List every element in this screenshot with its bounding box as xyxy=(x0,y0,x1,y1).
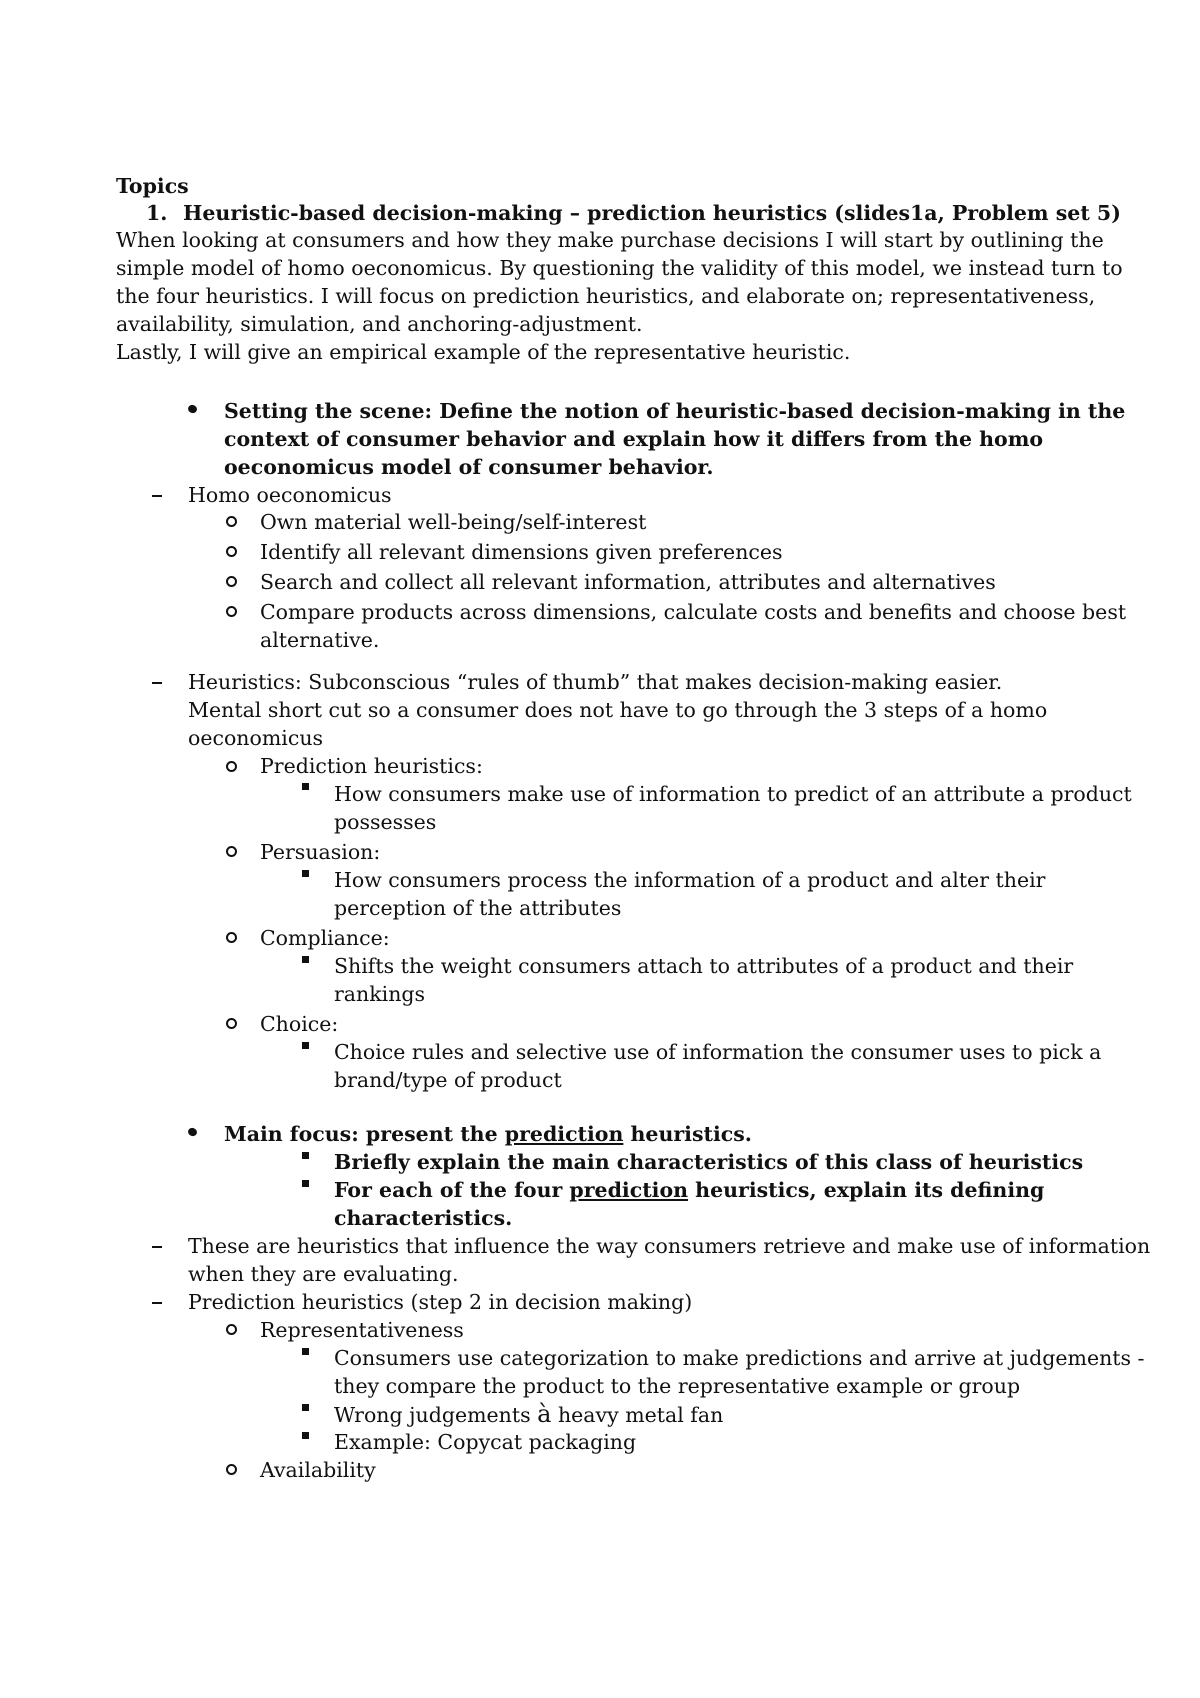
repr-sub: they compare the product to the representative example or group xyxy=(334,1374,1021,1398)
square-bullet-icon xyxy=(302,783,309,790)
intro-line: availability, simulation, and anchoring-adjustment. xyxy=(116,312,643,336)
prediction-label: Prediction heuristics: xyxy=(260,754,483,778)
homo-label: Homo oeconomicus xyxy=(188,483,392,507)
square-bullet-icon xyxy=(302,1404,309,1411)
arrow-glyph: à xyxy=(537,1400,552,1428)
avail-label: Availability xyxy=(260,1458,376,1482)
main-focus-post: heuristics. xyxy=(623,1122,752,1146)
these-line: when they are evaluating. xyxy=(188,1262,459,1286)
bullet-dot-icon xyxy=(187,404,198,415)
dash-bullet-icon xyxy=(152,682,162,684)
main-focus-sub2 xyxy=(334,1176,1044,1204)
these-line: These are heuristics that influence the way consumers retrieve and make use of information xyxy=(188,1234,1151,1258)
circle-bullet-icon xyxy=(226,932,237,943)
square-bullet-icon xyxy=(302,1042,309,1049)
choice-label: Choice: xyxy=(260,1012,339,1036)
persuasion-label: Persuasion: xyxy=(260,840,381,864)
main-focus-sub2-underlined: prediction xyxy=(569,1178,689,1202)
circle-bullet-icon xyxy=(226,1464,237,1475)
main-focus-sub2-post: heuristics, explain its defining xyxy=(688,1178,1045,1202)
square-bullet-icon xyxy=(302,1180,309,1187)
circle-bullet-icon xyxy=(226,846,237,857)
square-bullet-icon xyxy=(302,1348,309,1355)
circle-bullet-icon xyxy=(226,761,237,772)
choice-sub: Choice rules and selective use of information the consumer uses to pick a xyxy=(334,1040,1102,1064)
persuasion-sub: perception of the attributes xyxy=(334,896,622,920)
prediction-sub: possesses xyxy=(334,810,437,834)
circle-bullet-icon xyxy=(226,1324,237,1335)
main-focus-underlined: prediction xyxy=(504,1122,624,1146)
square-bullet-icon xyxy=(302,1432,309,1439)
section-heading: Heuristic-based decision-making – prediction heuristics (slides1a, Problem set 5) xyxy=(183,201,1121,225)
scene-line: oeconomicus model of consumer behavior. xyxy=(224,455,714,479)
main-focus-line xyxy=(224,1120,752,1148)
circle-bullet-icon xyxy=(226,606,237,617)
repr-sub2-pre: Wrong judgements xyxy=(334,1403,538,1427)
square-bullet-icon xyxy=(302,1152,309,1159)
repr-label: Representativeness xyxy=(260,1318,464,1342)
dash-bullet-icon xyxy=(152,1246,162,1248)
square-bullet-icon xyxy=(302,956,309,963)
choice-sub: brand/type of product xyxy=(334,1068,562,1092)
repr-sub: Consumers use categorization to make predictions and arrive at judgements - xyxy=(334,1346,1145,1370)
dash-bullet-icon xyxy=(152,495,162,497)
repr-sub2-post: heavy metal fan xyxy=(551,1403,724,1427)
homo-item: Identify all relevant dimensions given preferences xyxy=(260,540,783,564)
pred-step-label: Prediction heuristics (step 2 in decision making) xyxy=(188,1290,693,1314)
scene-line: context of consumer behavior and explain how it differs from the homo xyxy=(224,427,1044,451)
intro-line: the four heuristics. I will focus on prediction heuristics, and elaborate on; representativeness, xyxy=(116,284,1096,308)
main-focus-pre: Main focus: present the xyxy=(224,1122,505,1146)
homo-item-cont: alternative. xyxy=(260,628,380,652)
persuasion-sub: How consumers process the information of a product and alter their xyxy=(334,868,1046,892)
main-focus-sub2-pre: For each of the four xyxy=(334,1178,570,1202)
bullet-dot-icon xyxy=(187,1127,198,1138)
circle-bullet-icon xyxy=(226,516,237,527)
circle-bullet-icon xyxy=(226,576,237,587)
intro-line: When looking at consumers and how they make purchase decisions I will start by outlining the xyxy=(116,228,1104,252)
prediction-sub: How consumers make use of information to predict of an attribute a product xyxy=(334,782,1132,806)
heuristics-line: Heuristics: Subconscious “rules of thumb” that makes decision-making easier. xyxy=(188,670,1003,694)
topics-title: Topics xyxy=(116,174,189,198)
compliance-sub: Shifts the weight consumers attach to attributes of a product and their xyxy=(334,954,1074,978)
intro-line: Lastly, I will give an empirical example of the representative heuristic. xyxy=(116,340,851,364)
heuristics-line: Mental short cut so a consumer does not have to go through the 3 steps of a homo xyxy=(188,698,1048,722)
homo-item: Search and collect all relevant information, attributes and alternatives xyxy=(260,570,996,594)
dash-bullet-icon xyxy=(152,1302,162,1304)
intro-line: simple model of homo oeconomicus. By questioning the validity of this model, we instead turn to xyxy=(116,256,1123,280)
scene-line: Setting the scene: Define the notion of heuristic-based decision-making in the xyxy=(224,399,1126,423)
square-bullet-icon xyxy=(302,870,309,877)
section-number: 1. xyxy=(146,201,168,225)
compliance-sub: rankings xyxy=(334,982,426,1006)
heuristics-line: oeconomicus xyxy=(188,726,324,750)
homo-item: Own material well-being/self-interest xyxy=(260,510,647,534)
main-focus-sub1: Briefly explain the main characteristics of this class of heuristics xyxy=(334,1150,1084,1174)
repr-sub2 xyxy=(334,1400,723,1429)
circle-bullet-icon xyxy=(226,546,237,557)
repr-sub3: Example: Copycat packaging xyxy=(334,1430,637,1454)
circle-bullet-icon xyxy=(226,1018,237,1029)
main-focus-sub2-cont: characteristics. xyxy=(334,1206,513,1230)
compliance-label: Compliance: xyxy=(260,926,390,950)
homo-item: Compare products across dimensions, calculate costs and benefits and choose best xyxy=(260,600,1127,624)
